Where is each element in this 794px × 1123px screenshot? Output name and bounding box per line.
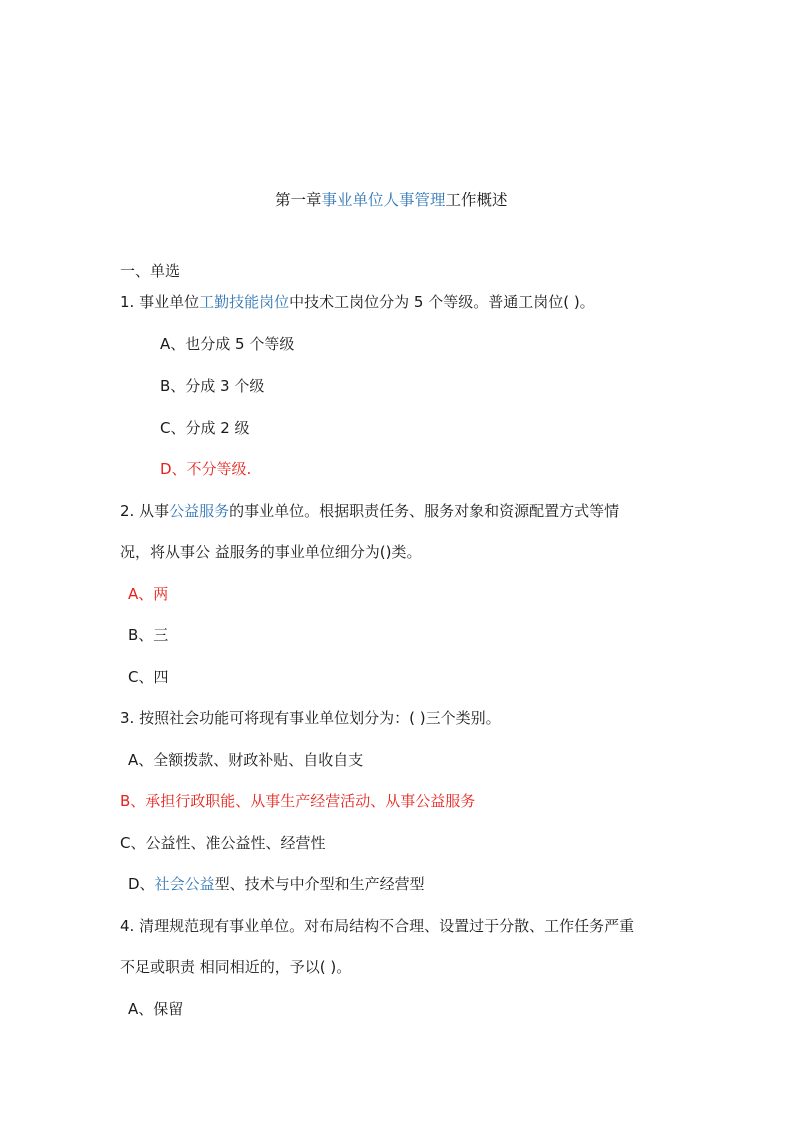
- question-3-text: 按照社会功能可将现有事业单位划分为：( )三个类别。: [139, 709, 501, 727]
- page-title: [275, 190, 508, 210]
- question-4-line-2: 不足或职责 相同相近的，予以( )。: [120, 958, 352, 976]
- question-2-option-b: B、三: [128, 626, 169, 644]
- question-1-option-a: A、也分成 5 个等级: [160, 335, 295, 353]
- question-1-option-b: B、分成 3 个级: [160, 377, 265, 395]
- title-suffix: 工作概述: [445, 191, 508, 209]
- title-prefix: 第一章: [275, 191, 322, 209]
- question-1-number: 1.: [120, 293, 135, 311]
- question-2-option-a-answer: A、两: [128, 585, 169, 603]
- question-3-option-d-link[interactable]: 社会公益: [154, 875, 215, 893]
- question-1: [120, 292, 595, 312]
- question-4-number: 4.: [120, 917, 135, 935]
- question-3-option-d: [128, 874, 425, 894]
- question-2-text-pre: 从事: [139, 502, 170, 520]
- question-3: [120, 708, 501, 728]
- question-3-option-c: C、公益性、准公益性、经营性: [120, 834, 326, 852]
- question-3-number: 3.: [120, 709, 135, 727]
- question-4-option-a: A、保留: [128, 1000, 184, 1018]
- question-2-option-c: C、四: [128, 668, 169, 686]
- question-1-text-pre: 事业单位: [139, 293, 200, 311]
- question-2-link[interactable]: 公益服务: [169, 502, 230, 520]
- question-4-text: 清理规范现有事业单位。对布局结构不合理、设置过于分散、工作任务严重: [139, 917, 635, 935]
- question-1-text-post: 中技术工岗位分为 5 个等级。普通工岗位( )。: [289, 293, 595, 311]
- question-2-line-2: 况，将从事公 益服务的事业单位细分为()类。: [120, 543, 422, 561]
- question-2: [120, 501, 619, 521]
- section-heading: 一、单选: [120, 262, 181, 280]
- question-2-text-post: 的事业单位。根据职责任务、服务对象和资源配置方式等情: [229, 502, 620, 520]
- question-3-option-d-prefix: D、: [128, 875, 155, 893]
- question-3-option-b-answer: B、承担行政职能、从事生产经营活动、从事公益服务: [120, 792, 476, 810]
- question-3-option-d-suffix: 型、技术与中介型和生产经营型: [214, 875, 425, 893]
- question-1-link[interactable]: 工勤技能岗位: [199, 293, 290, 311]
- question-3-option-a: A、全额拨款、财政补贴、自收自支: [128, 751, 364, 769]
- title-link[interactable]: 事业单位人事管理: [321, 191, 446, 209]
- question-4: [120, 916, 634, 936]
- question-1-option-d-answer: D、不分等级.: [160, 460, 252, 478]
- question-2-number: 2.: [120, 502, 135, 520]
- question-1-option-c: C、分成 2 级: [160, 419, 250, 437]
